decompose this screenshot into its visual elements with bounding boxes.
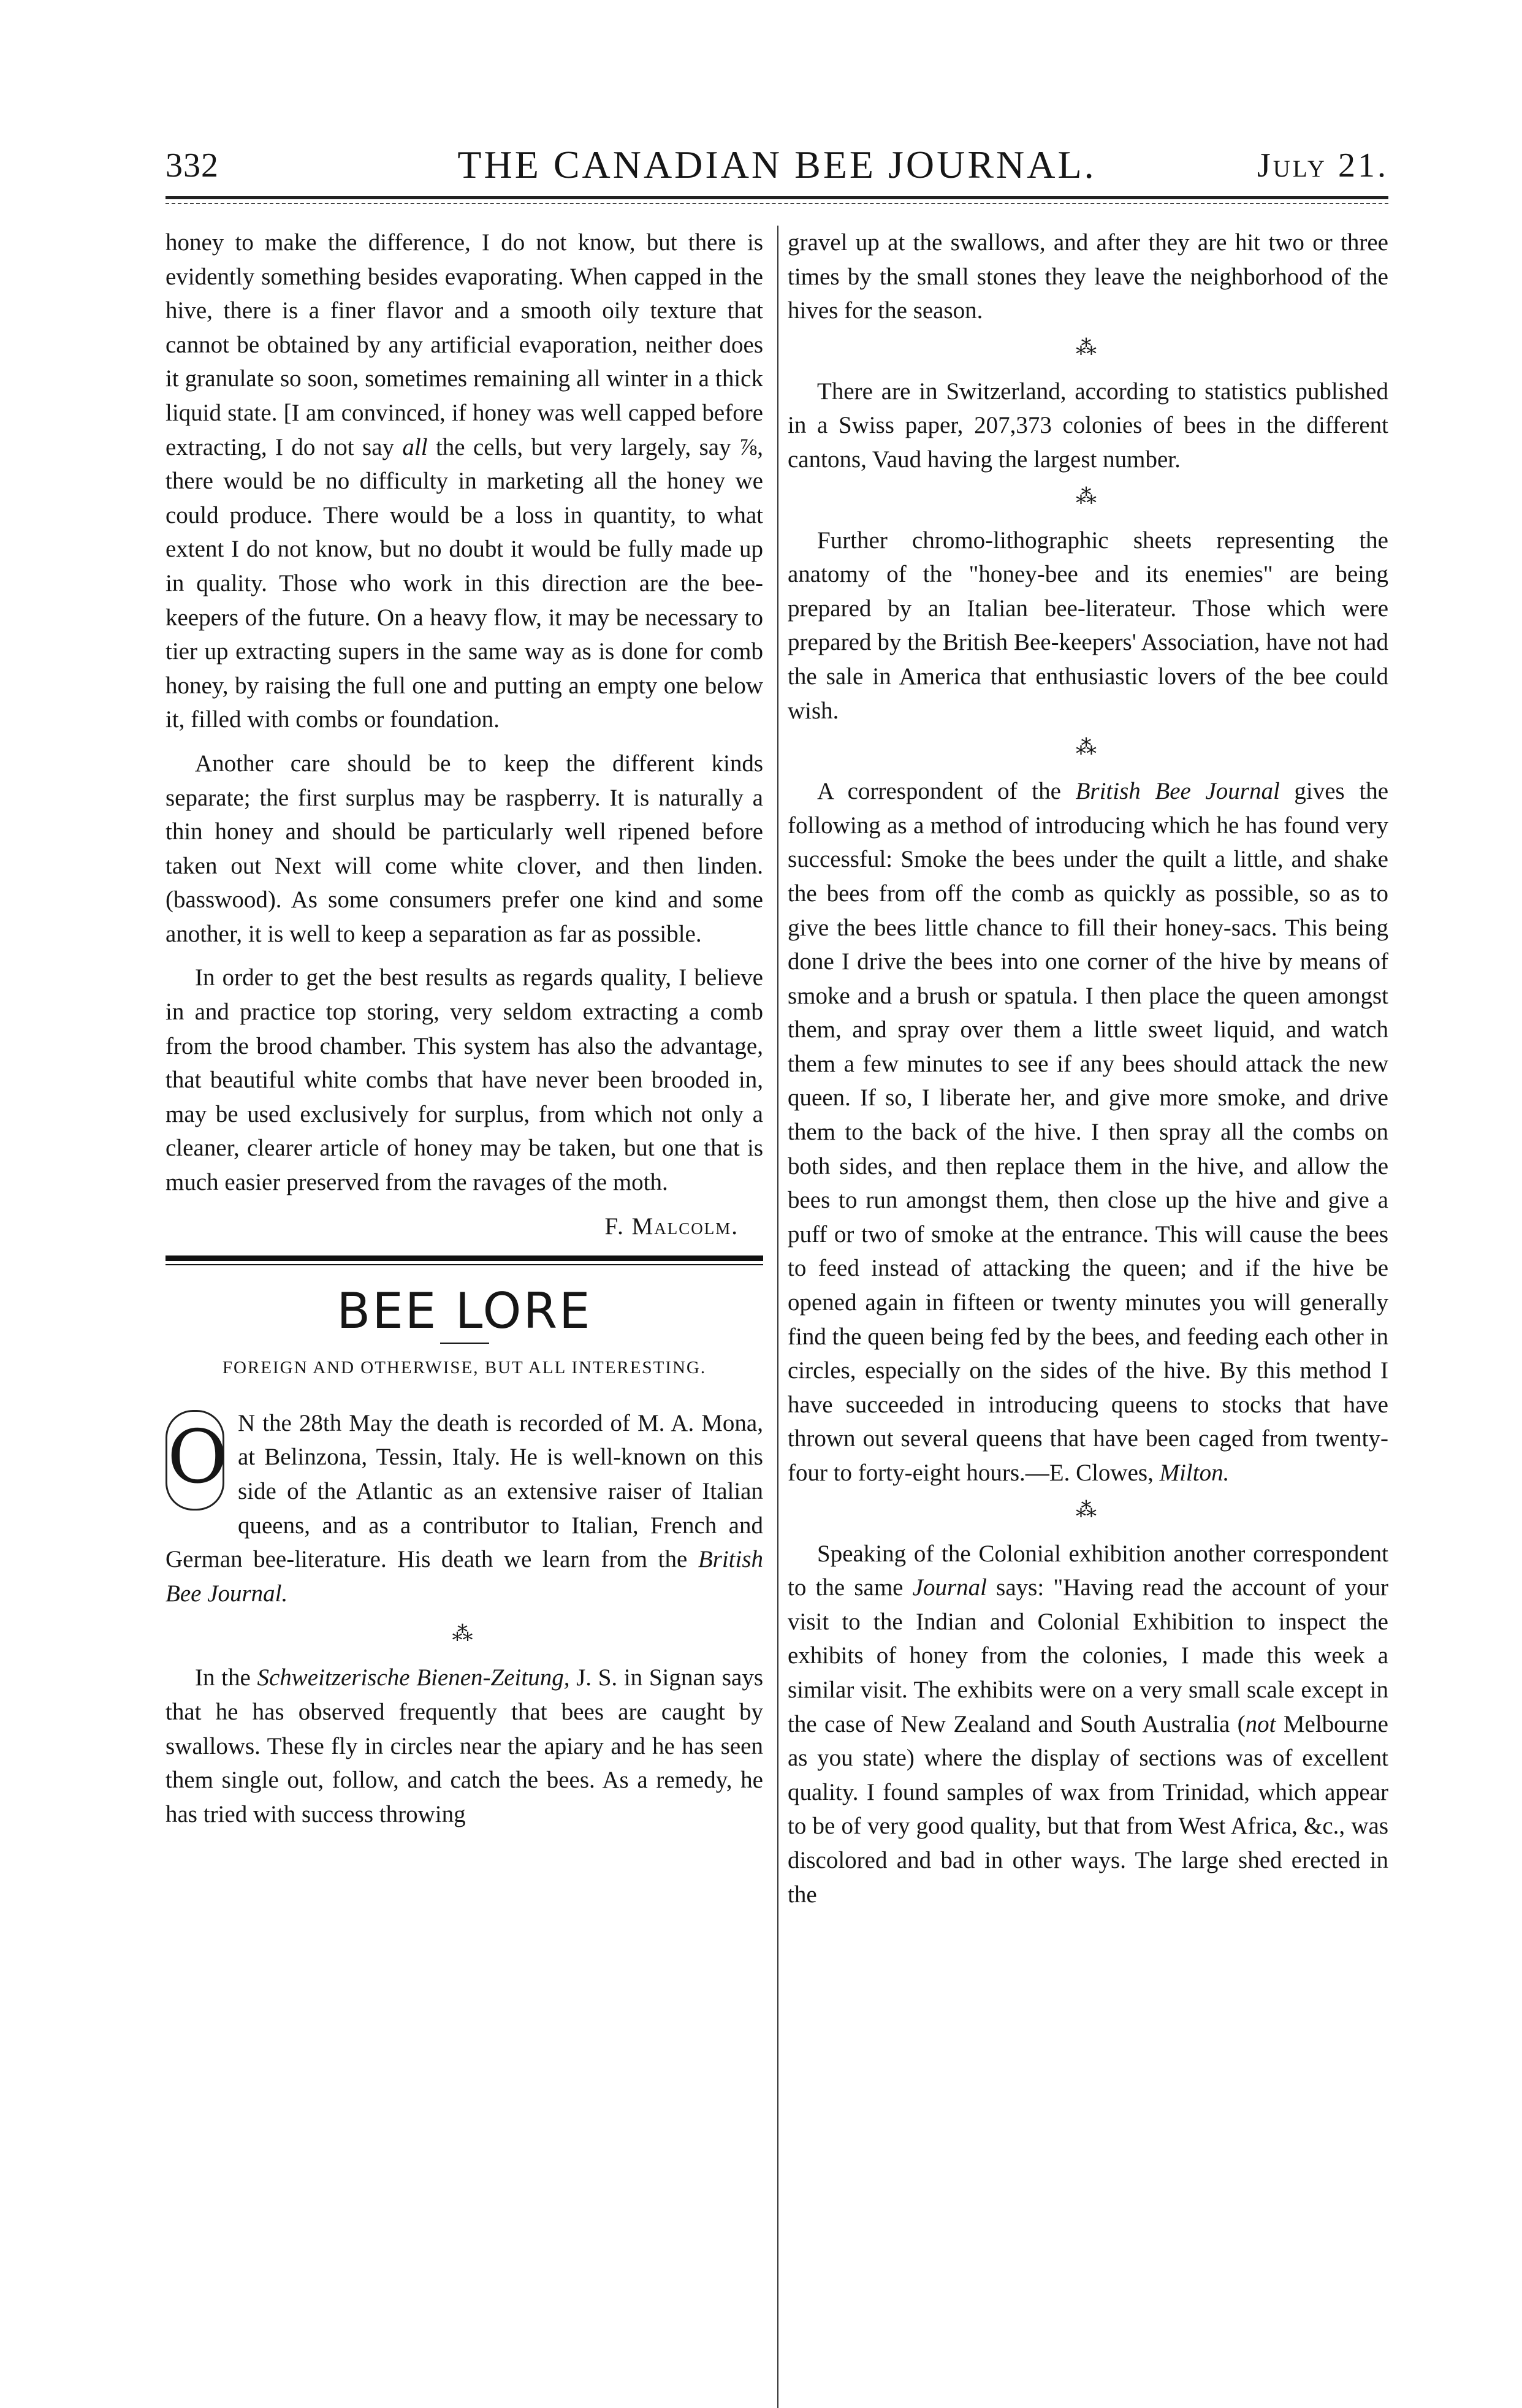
asterism: ⁂ <box>452 1623 477 1646</box>
paragraph: There are in Switzerland, according to statistics published in a Swiss paper, 207,373 colonies of bees in the different cantons, Vaud having the largest number. <box>788 378 1388 473</box>
asterism: ⁂ <box>1076 336 1100 359</box>
section-rule-thin <box>166 1264 763 1265</box>
author-signature: F. Malcolm. <box>604 1213 739 1240</box>
column-divider <box>777 226 778 2408</box>
right-column <box>788 226 1388 1921</box>
paragraph: honey to make the difference, I do not know, but there is evidently something besides evaporating. When capped in the hive, there is a finer flavor and a smooth oily texture that cannot be obtained by any artificial evaporation, neither does it granulate so soon, sometimes remaining all winter in a thick liquid state. [I am convinced, if honey was well capped before extracting, I do not say all the cells, but very largely, say ⅞, there would be no difficulty in marketing all the honey we could produce. There would be a loss in quantity, to what extent I do not know, but no doubt it would be fully made up in quality. Those who work in this direction are the bee-keepers of the future. On a heavy flow, it may be necessary to tier up extracting supers in the same way as is done for comb honey, by raising the full one and putting an empty one below it, filled with combs or foundation. <box>166 229 763 733</box>
header-rule <box>166 196 1388 199</box>
header-rule-dashed <box>166 203 1388 204</box>
asterism: ⁂ <box>1076 1498 1100 1522</box>
section-rule-thick <box>166 1255 763 1261</box>
paragraph: In the Schweitzerische Bienen-Zeitung, J. S. in Signan says that he has observed frequently that bees are caught by swallows. These fly in circles near the apiary and he has seen them single out, follow, and catch the bees. As a remedy, he has tried with success throwing <box>166 1664 764 1827</box>
paragraph: Speaking of the Colonial exhibition another correspondent to the same Journal says: "Having read the account of your visit to the Indian and Colonial Exhibition to inspect the exhibits of honey from the colonies, I made this week a similar visit. The exhibits were on a very small scale except in the case of New Zealand and South Australia (not Melbourne as you state) where the display of sections was of excellent quality. I found samples of wax from Trinidad, which appear to be of very good quality, but that from West Africa, &c., was discolored and bad in other ways. The large shed erected in the <box>788 1540 1388 1908</box>
page-header <box>166 142 1388 191</box>
section-subtitle: FOREIGN AND OTHERWISE, BUT ALL INTERESTING. <box>222 1358 707 1378</box>
paragraph: gravel up at the swallows, and after they are hit two or three times by the small stones they leave the neighborhood of the hives for the season. <box>788 229 1388 324</box>
paragraph: Further chromo-lithographic sheets representing the anatomy of the "honey-bee and its enemies" are being prepared by an Italian bee-literateur. Those which were prepared by the British Bee-keepers' Association, have not had the sale in America that enthusiastic lovers of the bee could wish. <box>788 527 1388 724</box>
paragraph: In order to get the best results as regards quality, I believe in and practice top storing, very seldom extracting a comb from the brood chamber. This system has also the advantage, that beautiful white combs that have never been brooded in, may be used exclusively for surplus, from which not only a cleaner, clearer article of honey may be taken, but one that is much easier preserved from the ravages of the moth. <box>166 964 763 1196</box>
drop-cap: O <box>166 1410 224 1511</box>
asterism: ⁂ <box>1076 485 1100 508</box>
title-underline <box>440 1343 489 1344</box>
paragraph: A correspondent of the British Bee Journal gives the following as a method of introducing which he has found very successful: Smoke the bees under the quilt a little, and shake the bees from off the comb as quickly as possible, so as to give the bees little chance to fill their honey-sacs. This being done I drive the bees into one corner of the hive by means of smoke and a brush or spatula. I then place the queen amongst them, and spray over them a little sweet liquid, and watch them a few minutes to see if any bees should attack the new queen. If so, I liberate her, and give more smoke, and drive them to the back of the hive. I then spray all the combs on both sides, and then replace them in the hive, and allow the bees to run amongst them, then close up the hive and give a puff or two of smoke at the entrance. This will cause the bees to feed instead of attacking the queen; and if the hive be opened again in fifteen or twenty minutes you will generally find the queen being fed by the bees, and feeding each other in circles, especially on the sides of the hive. By this method I have succeeded in introducing queens to stocks that have thrown out several queens that have been caged from twenty-four to forty-eight hours.—E. Clowes, Milton. <box>788 778 1388 1486</box>
paragraph: Another care should be to keep the different kinds separate; the first surplus may be raspberry. It is naturally a thin honey and should be particularly well ripened before taken out Next will come white clover, and then linden. (basswood). As some consumers prefer one kind and some another, it is well to keep a separation as far as possible. <box>166 750 763 947</box>
asterism: ⁂ <box>1076 736 1100 760</box>
issue-date: July 21. <box>1257 147 1388 185</box>
section-title: BEE LORE <box>337 1282 592 1340</box>
page-number: 332 <box>166 147 219 185</box>
paragraph: O N the 28th May the death is recorded of M. A. Mona, at Belinzona, Tessin, Italy. He is well-known on this side of the Atlantic as an extensive raiser of Italian queens, and as a contributor to Italian, French and German bee-literature. His death we learn from the British Bee Journal. <box>166 1409 763 1607</box>
journal-title: THE CANADIAN BEE JOURNAL. <box>457 143 1097 186</box>
left-column <box>166 226 763 1841</box>
